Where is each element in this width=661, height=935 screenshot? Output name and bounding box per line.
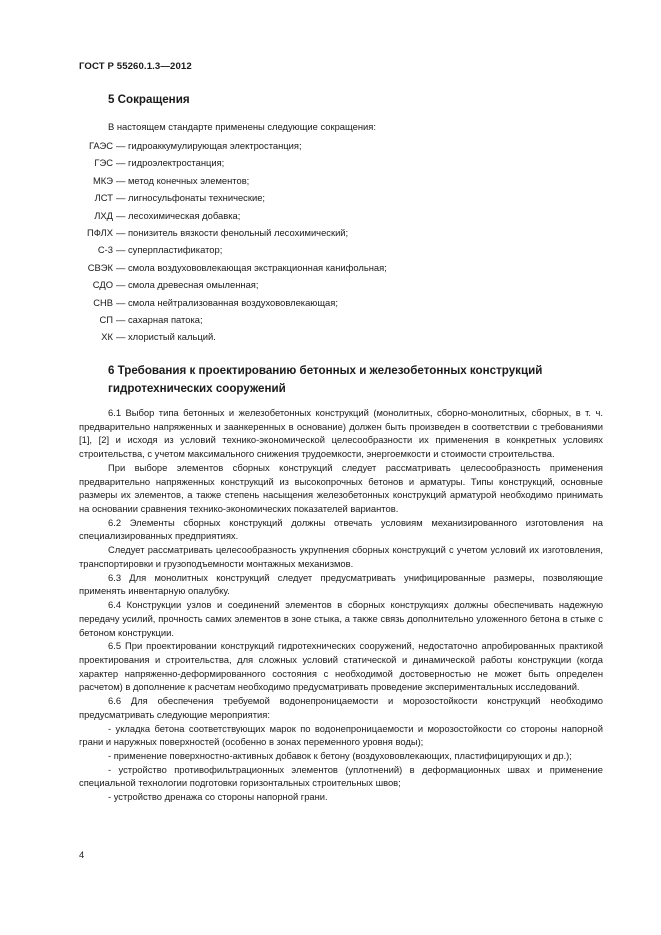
section-5-intro: В настоящем стандарте применены следующие сокращения: [108,121,376,132]
abbreviation-item [0,328,661,345]
abbreviation-desc: — смола нейтрализованная воздухововлекающая; [116,294,338,311]
paragraph: 6.4 Конструкции узлов и соединений элементов в сборных конструкциях должны обеспечивать надежную передачу усилий, прочность самих элементов в зоне стыка, а также связь дополнительно уложенного бетона в стыке с бетоном конструкции. [79,599,603,638]
abbreviation-item [0,224,661,241]
abbreviation-item [0,311,661,328]
document-header: ГОСТ Р 55260.1.3—2012 [79,61,192,72]
section-6-title [108,362,542,397]
abbreviation-desc: — лигносульфонаты технические; [116,189,265,206]
abbreviation-term: С-3 [97,244,113,256]
abbreviation-term: СНВ [93,296,113,308]
abbreviation-desc: — смола древесная омыленная; [116,276,259,293]
abbreviation-desc: — метод конечных элементов; [116,172,249,189]
list-item: - применение поверхностно-активных добавок к бетону (воздухововлекающих, пластифицирующих и др.); [108,749,572,761]
abbreviation-desc: — понизитель вязкости фенольный лесохимический; [116,224,348,241]
paragraph: При выборе элементов сборных конструкций следует рассматривать целесообразность применения предварительно напряженных конструкций из высокопрочных бетонов и арматуры. Типы конструкций, основные размеры их элементов, а также степень насыщения железобетонных конструкций арматурой необходимо принимать на основании сравнения технико-экономических показателей вариантов. [79,461,603,515]
abbreviation-desc: — лесохимическая добавка; [116,207,240,224]
abbreviation-item [0,137,661,154]
paragraph: Следует рассматривать целесообразность укрупнения сборных конструкций с учетом условий их изготовления, транспортировки и грузоподъемности монтажных механизмов. [79,544,603,569]
abbreviation-term: ЛХД [94,209,113,221]
abbreviation-item [0,154,661,171]
paragraph: 6.2 Элементы сборных конструкций должны отвечать условиям механизированного изготовления на специализированных предприятиях. [79,516,603,542]
abbreviation-item [0,259,661,276]
paragraph: 6.5 При проектировании конструкций гидротехнических сооружений, недостаточно апробированных практикой проектирования и строительства, для сложных условий статической и динамической работы конструкции (когда характер напряженно-деформированного состояния с необходимой достоверностью не может быть определен расчетом) в дополнение к расчетам необходимо предусматривать проведение экспериментальных исследований. [79,640,603,693]
abbreviation-list [0,137,661,346]
abbreviation-term: СДО [92,279,113,291]
list-item: - укладка бетона соответствующих марок по водонепроницаемости и морозостойкости со стороны напорной грани и наружных поверхностей (особенно в зонах переменного уровня воды); [79,722,603,748]
abbreviation-item [0,172,661,189]
list-item: - устройство противофильтрационных элементов (уплотнений) в деформационных швах и применение специальной технологии подготовки горизонтальных строительных швов; [79,763,603,789]
paragraph: 6.3 Для монолитных конструкций следует предусматривать унифицированные размеры, позволяющие применять инвентарную опалубку. [79,571,603,597]
abbreviation-desc: — гидроэлектростанция; [116,154,224,171]
abbreviation-desc: — сахарная патока; [116,311,203,328]
abbreviation-desc: — суперпластификатор; [116,241,222,258]
abbreviation-term: ЛСТ [94,192,113,204]
section-6-title-line: гидротехнических сооружений [108,381,286,395]
abbreviation-desc: — хлористый кальций. [116,328,216,345]
abbreviation-term: СП [99,313,113,325]
abbreviation-item [0,189,661,206]
page-number: 4 [79,849,85,860]
abbreviation-desc: — гидроаккумулирующая электростанция; [116,137,302,154]
abbreviation-term: ГАЭС [88,140,113,151]
abbreviation-item [0,207,661,224]
section-6-title-line: 6 Требования к проектированию бетонных и железобетонных конструкций [108,364,543,377]
abbreviation-item [0,294,661,311]
list-item: - устройство дренажа со стороны напорной грани. [108,791,328,803]
abbreviation-term: МКЭ [92,174,113,186]
abbreviation-term: ХК [101,331,113,343]
abbreviation-item [0,241,661,258]
abbreviation-term: СВЭК [87,261,113,273]
abbreviation-term: ГЭС [94,157,113,169]
abbreviation-desc: — смола воздухововлекающая экстракционная канифольная; [116,259,387,276]
section-5-title: 5 Сокращения [108,93,190,106]
paragraph: 6.1 Выбор типа бетонных и железобетонных конструкций (монолитных, сборно-монолитных, сборных, в т. ч. предварительно напряженных и заанкеренных в основание) должен быть произведен в соответствии с требованиями [1], [2] и исходя из условий технико-экономической целесообразности их применения в конкретных условиях строительства, с учетом максимального снижения трудоемкости, энергоемкости и стоимости строительства. [79,407,603,460]
abbreviation-term: ПФЛХ [87,226,113,238]
section-6-body [79,406,603,804]
abbreviation-item [0,276,661,293]
paragraph: 6.6 Для обеспечения требуемой водонепроницаемости и морозостойкости конструкций необходимо предусматривать следующие мероприятия: [79,695,603,720]
